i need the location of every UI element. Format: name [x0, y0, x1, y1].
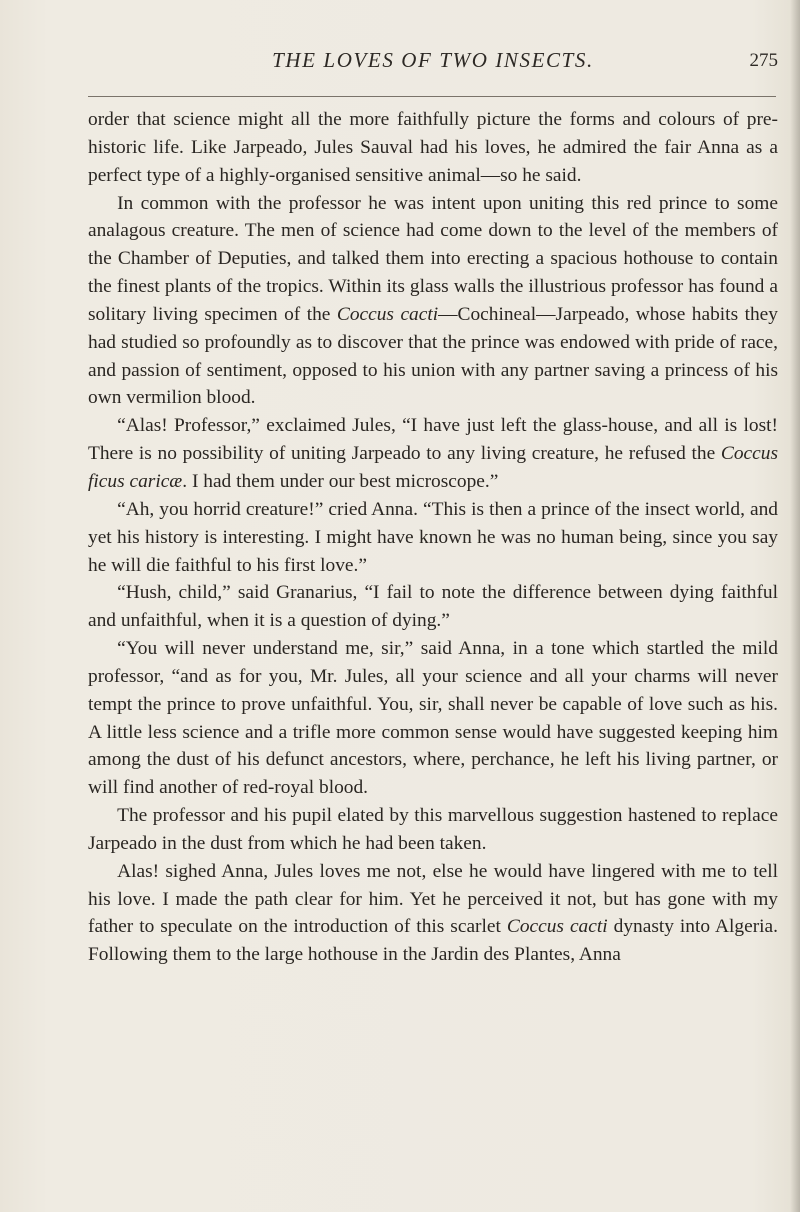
paragraph — [88, 858, 778, 969]
italic-run: Coccus ficus caricæ — [88, 443, 778, 492]
page-header — [88, 46, 778, 86]
paragraph — [88, 496, 778, 580]
header-rule — [88, 96, 776, 97]
text-run: —Cochineal—Jarpeado, whose habits they had studied so profoundly as to discover that the prince was endowed with pride of race, and passion of sentiment, opposed to his union with any partner saving a princess of his own vermilion blood. — [88, 303, 778, 409]
paragraph — [88, 106, 778, 190]
paragraph — [88, 190, 778, 413]
paragraph — [88, 412, 778, 496]
paragraph — [88, 802, 778, 858]
page-edge-shadow — [790, 0, 800, 1212]
text-run: The professor and his pupil elated by this marvellous suggestion hastened to replace Jarpeado in the dust from which he had been taken. — [88, 805, 778, 854]
italic-run: Coccus cacti — [506, 916, 608, 938]
text-run: order that science might all the more faithfully picture the forms and colours of pre-historic life. Like Jarpeado, Jules Sauval had his loves, he admired the fair Anna as a perfect type of a highly-organised sensitive animal—so he said. — [88, 109, 778, 186]
text-run: “Ah, you horrid creature!” cried Anna. “This is then a prince of the insect world, and yet his history is interesting. I might have known he was no human being, since you say he will die faithful to his first love.” — [88, 498, 778, 576]
text-run: In common with the professor he was intent upon uniting this red prince to some analagous creature. The men of science had come down to the level of the members of the Chamber of Deputies, and talked them into erecting a spacious hothouse to contain the finest plants of the tropics. Within its glass walls the illustrious professor has found a solitary living specimen of the — [88, 192, 778, 325]
running-title: THE LOVES OF TWO INSECTS. — [272, 48, 594, 72]
text-run: . I had them under our best microscope.” — [182, 470, 499, 492]
text-run: Alas! sighed Anna, Jules loves me not, else he would have lingered with me to tell his love. I made the path clear for him. Yet he perceived it not, but has gone with my father to speculate on the introduction of this scarlet — [88, 860, 778, 938]
text-run: “You will never understand me, sir,” said Anna, in a tone which startled the mild professor, “and as for you, Mr. Jules, all your science and all your charms will never tempt the prince to prove unfaithful. You, sir, shall never be capable of love such as his. A little less science and a trifle more common sense would have suggested keeping him among the dust of his defunct ancestors, where, perchance, he left his living partner, or will find another of red-royal blood. — [88, 638, 778, 799]
paragraph — [88, 635, 778, 802]
italic-run: Coccus cacti — [336, 303, 439, 325]
page-number: 275 — [749, 50, 778, 71]
text-run: “Alas! Professor,” exclaimed Jules, “I have just left the glass-house, and all is lost! There is no possibility of uniting Jarpeado to any living creature, he refused the — [88, 415, 778, 465]
body-text — [88, 106, 778, 969]
text-run: dynasty into Algeria. Following them to the large hothouse in the Jardin des Plantes, Anna — [88, 916, 778, 966]
paragraph — [88, 579, 778, 635]
text-run: “Hush, child,” said Granarius, “I fail to note the difference between dying faithful and unfaithful, when it is a question of dying.” — [88, 582, 778, 632]
